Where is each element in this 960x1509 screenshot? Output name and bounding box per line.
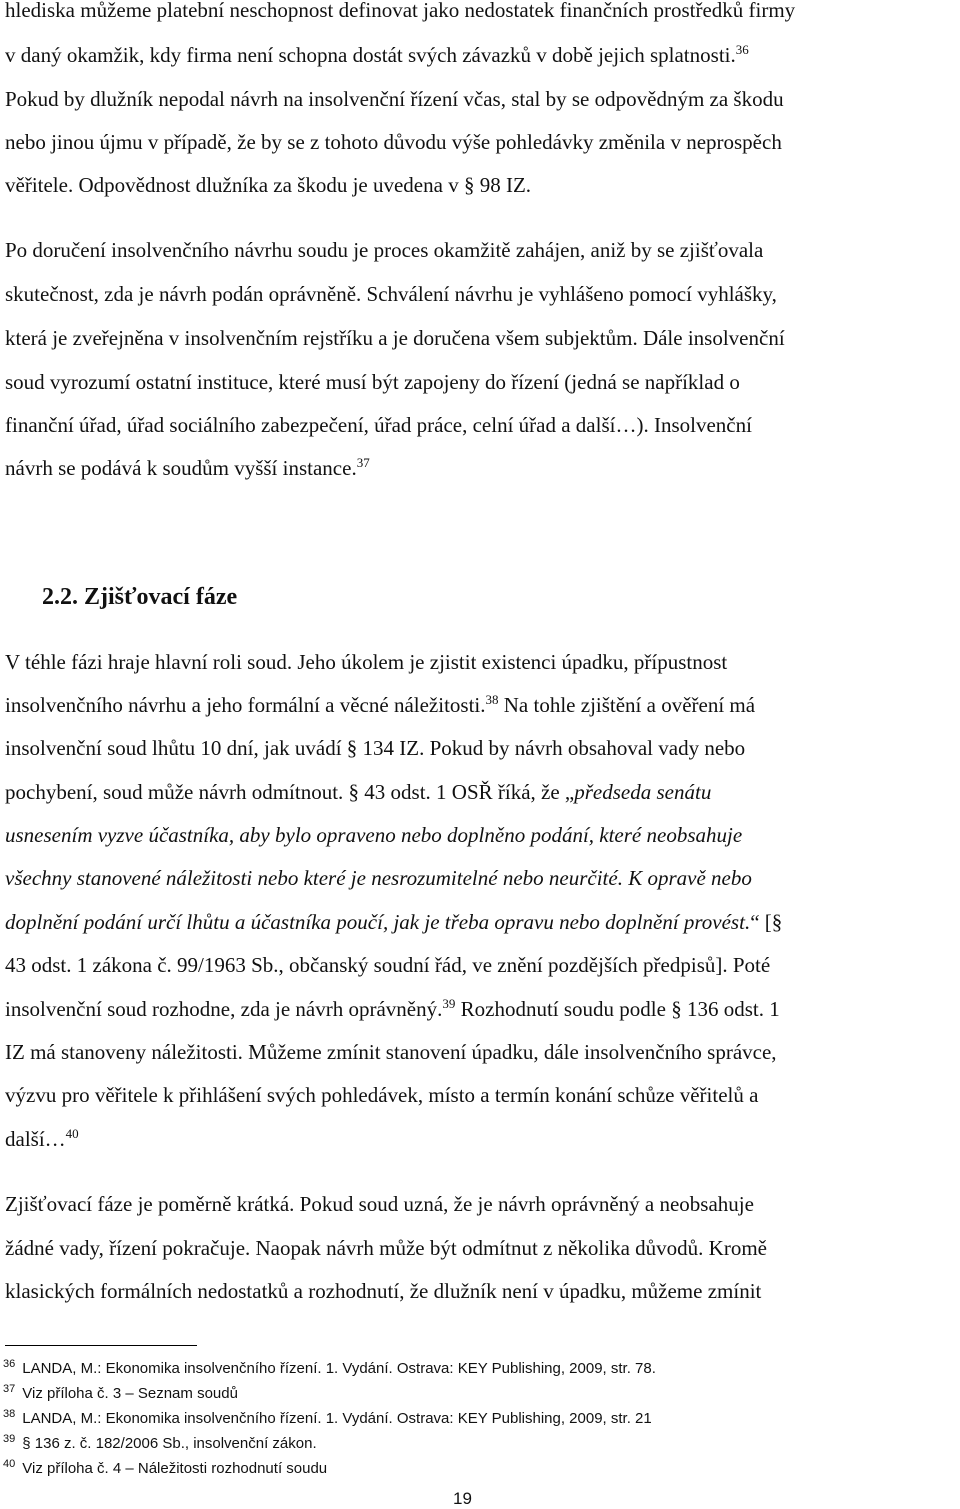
footnote-text: Viz příloha č. 3 – Seznam soudů	[22, 1385, 238, 1402]
text-span: “ [§	[750, 910, 783, 934]
quote-span: předseda senátu	[574, 780, 712, 804]
footnote-ref: 40	[65, 1126, 79, 1141]
text-line: insolvenční soud lhůtu 10 dní, jak uvádí § 134 IZ. Pokud by návrh obsahoval vady nebo	[5, 736, 746, 760]
text-line: výzvu pro věřitele k přihlášení svých pohledávek, místo a termín konání schůze věřitelů a	[5, 1083, 759, 1107]
text-line: která je zveřejněna v insolvenčním rejstříku a je doručena všem subjektům. Dále insolvenční	[5, 326, 785, 350]
text-span: v daný okamžik, kdy firma není schopna dostát svých závazků v době jejich splatnosti.	[5, 43, 736, 67]
footnote	[3, 1433, 317, 1452]
text-span: insolvenčního návrhu a jeho formální a věcné náležitosti.	[5, 693, 486, 717]
text-line: hlediska můžeme platební neschopnost definovat jako nedostatek finančních prostředků firmy	[5, 0, 796, 22]
text-line	[5, 997, 955, 1021]
footnote-text: LANDA, M.: Ekonomika insolvenčního řízení. 1. Vydání. Ostrava: KEY Publishing, 2009, str. 21	[22, 1410, 652, 1427]
text-line: žádné vady, řízení pokračuje. Naopak návrh může být odmítnut z několika důvodů. Kromě	[5, 1236, 767, 1260]
text-line: skutečnost, zda je návrh podán oprávněně. Schválení návrhu je vyhlášeno pomocí vyhlášky,	[5, 282, 777, 306]
quote-span: doplnění podání určí lhůtu a účastníka poučí, jak je třeba opravu nebo doplnění provést.	[5, 910, 751, 934]
footnote-separator	[5, 1345, 197, 1346]
footnote-number: 37	[3, 1383, 16, 1395]
text-span: pochybení, soud může návrh odmítnout. § 43 odst. 1 OSŘ říká, že „	[5, 780, 575, 804]
footnote	[3, 1358, 656, 1377]
text-line: nebo jinou újmu v případě, že by se z tohoto důvodu výše pohledávky změnila v neprospěch	[5, 130, 782, 154]
footnote-number: 38	[3, 1408, 16, 1420]
text-line	[5, 693, 955, 717]
footnote	[3, 1408, 652, 1427]
text-line: klasických formálních nedostatků a rozhodnutí, že dlužník není v úpadku, můžeme zmínit	[5, 1279, 762, 1303]
footnote-ref: 36	[735, 42, 749, 57]
text-span: insolvenční soud rozhodne, zda je návrh oprávněný.	[5, 997, 443, 1021]
text-span: další…	[5, 1127, 66, 1151]
footnote-text: § 136 z. č. 182/2006 Sb., insolvenční zákon.	[22, 1435, 317, 1452]
text-line	[5, 1127, 955, 1151]
footnote-ref: 37	[356, 455, 370, 470]
text-line: Zjišťovací fáze je poměrně krátká. Pokud soud uzná, že je návrh oprávněný a neobsahuje	[5, 1192, 754, 1216]
footnote-ref: 38	[485, 692, 499, 707]
text-line: Po doručení insolvenčního návrhu soudu je proces okamžitě zahájen, aniž by se zjišťovala	[5, 238, 764, 262]
quote-line: usnesením vyzve účastníka, aby bylo opraveno nebo doplněno podání, které neobsahuje	[5, 823, 743, 847]
text-span: Rozhodnutí soudu podle § 136 odst. 1	[455, 997, 780, 1021]
footnote-text: LANDA, M.: Ekonomika insolvenčního řízení. 1. Vydání. Ostrava: KEY Publishing, 2009, str. 78.	[22, 1360, 656, 1377]
footnote	[3, 1383, 238, 1402]
footnote-number: 40	[3, 1458, 16, 1470]
footnote-ref: 39	[442, 996, 456, 1011]
text-span: Na tohle zjištění a ověření má	[498, 693, 756, 717]
text-line	[5, 910, 955, 934]
text-line: soud vyrozumí ostatní instituce, které musí být zapojeny do řízení (jedná se například o	[5, 370, 740, 394]
footnote-number: 39	[3, 1433, 16, 1445]
quote-line: všechny stanovené náležitosti nebo které je nesrozumitelné nebo neurčité. K opravě nebo	[5, 866, 752, 890]
text-line: věřitele. Odpovědnost dlužníka za škodu je uvedena v § 98 IZ.	[5, 173, 532, 197]
text-line	[5, 780, 955, 804]
text-line: IZ má stanoveny náležitosti. Můžeme zmínit stanovení úpadku, dále insolvenčního správce,	[5, 1040, 777, 1064]
footnote	[3, 1458, 327, 1477]
footnote-text: Viz příloha č. 4 – Náležitosti rozhodnutí soudu	[22, 1460, 328, 1477]
section-heading: 2.2. Zjišťovací fáze	[42, 584, 238, 610]
text-line	[5, 456, 955, 480]
text-line	[5, 43, 955, 67]
text-line: Pokud by dlužník nepodal návrh na insolvenční řízení včas, stal by se odpovědným za škodu	[5, 87, 784, 111]
text-span: návrh se podává k soudům vyšší instance.	[5, 456, 357, 480]
footnote-number: 36	[3, 1358, 16, 1370]
text-line: V téhle fázi hraje hlavní roli soud. Jeho úkolem je zjistit existenci úpadku, přípustnost	[5, 650, 728, 674]
text-line: 43 odst. 1 zákona č. 99/1963 Sb., občanský soudní řád, ve znění pozdějších předpisů]. Poté	[5, 953, 771, 977]
page-number: 19	[453, 1489, 472, 1508]
text-line: finanční úřad, úřad sociálního zabezpečení, úřad práce, celní úřad a další…). Insolvenční	[5, 413, 752, 437]
